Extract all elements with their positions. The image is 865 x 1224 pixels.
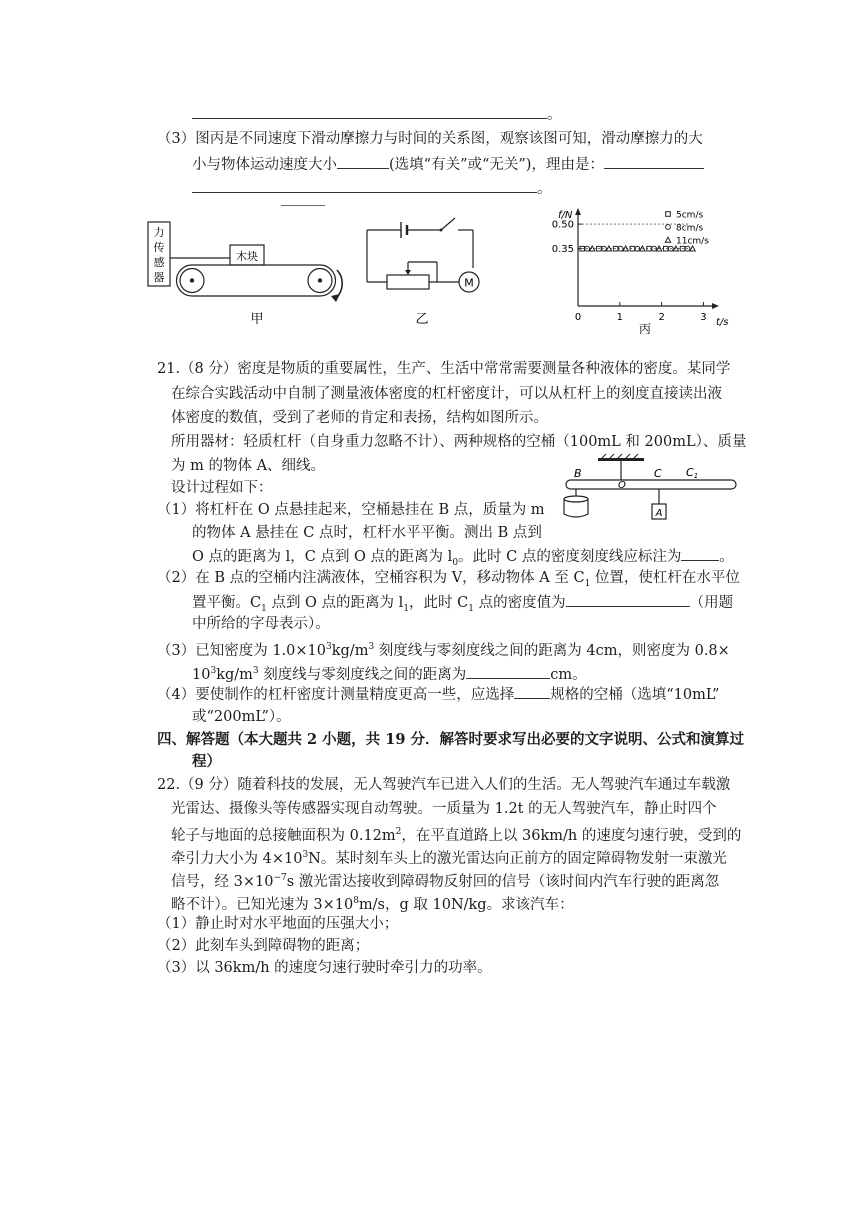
bucket-top xyxy=(564,496,588,502)
q20-line1-end: 。 xyxy=(547,107,562,123)
label-O: O xyxy=(618,480,626,491)
q21-line6: 设计过程如下： xyxy=(171,480,273,496)
q21-step2-text-g: （用题 xyxy=(689,595,734,611)
lever-bar xyxy=(566,480,736,489)
legend-label: 5cm/s xyxy=(676,210,704,221)
q22-line5-text-a: 信号，经 3×10 xyxy=(171,873,274,890)
q21-step4-text-a: （4）要使制作的杠杆密度计测量精度更高一些，应选择 xyxy=(157,687,515,703)
answer-blank[interactable] xyxy=(681,546,719,561)
hatch xyxy=(602,454,606,458)
rotation-arrowhead xyxy=(331,294,340,302)
q22-line5 xyxy=(171,868,719,892)
answer-blank[interactable] xyxy=(192,178,537,193)
data-point-triangle xyxy=(606,246,611,251)
q21-step3-text-f: 刻度线与零刻度线之间的距离为 xyxy=(258,666,467,683)
q21-step3-line2 xyxy=(192,661,587,685)
hatch xyxy=(618,454,622,458)
y-axis-arrow-icon xyxy=(575,208,581,215)
q21-step1-text-b: 。此时 C 点的密度刻度线应标注为 xyxy=(458,549,682,565)
q21-step2-text-d: 点到 O 点的距离为 l xyxy=(266,595,404,611)
q21-step2-text-a: （2）在 B 点的空桶内注满液体，空桶容积为 V，移动物体 A 至 C xyxy=(157,570,585,586)
switch-blade xyxy=(441,218,455,230)
label-C1: C1 xyxy=(686,466,699,480)
sensor-char-3: 感 xyxy=(153,256,165,269)
answer-blank[interactable] xyxy=(604,154,704,169)
q21-step4-text-b: 规格的空桶（选填“10mL” xyxy=(550,687,720,703)
superscript: 8 xyxy=(353,896,359,906)
legend-marker-square xyxy=(666,212,671,217)
label-C: C xyxy=(654,467,662,480)
x-axis-label: t/s xyxy=(716,317,729,328)
q20-part3-line3 xyxy=(192,178,552,199)
subscript: 1 xyxy=(261,603,267,614)
q21-step3-text-b: kg/m xyxy=(331,642,369,659)
figure-jia xyxy=(140,210,355,335)
y-tick-label: 0.50 xyxy=(551,219,574,231)
q21-step3-text-a: （3）已知密度为 1.0×10 xyxy=(157,642,326,659)
q22-line3 xyxy=(171,822,741,846)
legend-label: 8cm/s xyxy=(676,223,704,234)
q21-line2: 在综合实践活动中自制了测量液体密度的杠杆密度计，可以从杠杆上的刻度直接读出液 xyxy=(171,386,722,402)
q20-part3-line3-end: 。 xyxy=(537,181,552,197)
figure-jia-caption: 甲 xyxy=(250,312,264,327)
q21-step1-text-c: 。 xyxy=(719,549,734,565)
q21-step3-text-e: kg/m xyxy=(216,666,253,683)
q21-step3-line1 xyxy=(157,637,730,661)
q21-step2-text-c: 置平衡。C xyxy=(192,595,262,611)
q22-step2: （2）此刻车头到障碍物的距离； xyxy=(157,938,370,954)
q22-line6-text-b: m/s，g 取 10N/kg。求该汽车： xyxy=(358,896,574,913)
legend-label: 11cm/s xyxy=(676,236,709,247)
q21-line1: 21.（8 分）密度是物质的重要属性，生产、生活中常常需要测量各种液体的密度。某同学 xyxy=(157,361,731,377)
q21-step1-text-a: O 点的距离为 l，C 点到 O 点的距离为 l xyxy=(192,549,453,565)
rheostat xyxy=(387,275,429,289)
subscript: 1 xyxy=(468,603,474,614)
superscript: 2 xyxy=(395,827,402,837)
q21-line5: 为 m 的物体 A、细线。 xyxy=(171,458,326,474)
legend-marker-circle xyxy=(666,225,671,230)
q20-part3-text-a: 小与物体运动速度大小 xyxy=(192,157,337,173)
q21-line3: 体密度的数值，受到了老师的肯定和表扬，结构如图所示。 xyxy=(171,410,548,426)
q21-step2-line1 xyxy=(157,568,740,594)
superscript: 3 xyxy=(368,642,375,652)
answer-blank[interactable] xyxy=(466,664,550,679)
superscript: 3 xyxy=(326,642,332,652)
hatch xyxy=(626,454,630,458)
x-tick-label: 0 xyxy=(574,312,582,323)
superscript: 3 xyxy=(302,850,309,860)
answer-blank[interactable] xyxy=(514,684,550,699)
q21-line4: 所用器材：轻质杠杆（自身重力忽略不计）、两种规格的空桶（100mL 和 200mL）、质量 xyxy=(171,434,747,450)
y-tick-label: 0.35 xyxy=(551,244,574,256)
q21-step1-line2: 的物体 A 悬挂在 C 点时，杠杆水平平衡。测出 B 点到 xyxy=(192,525,542,541)
wood-block-label: 木块 xyxy=(236,250,258,263)
superscript: −7 xyxy=(273,873,287,883)
section4-heading-line2: 程） xyxy=(192,753,221,770)
sensor-char-1: 力 xyxy=(153,226,165,239)
q20-line1 xyxy=(192,104,562,125)
motor-label: M xyxy=(464,276,474,290)
q22-line6 xyxy=(171,891,574,915)
q21-step2-text-b: 位置，使杠杆在水平位 xyxy=(590,570,740,586)
answer-blank[interactable] xyxy=(337,154,389,169)
label-A: A xyxy=(655,508,663,519)
slider-arrow-icon xyxy=(405,270,411,275)
answer-blank[interactable] xyxy=(566,592,690,607)
x-axis-arrow-icon xyxy=(712,303,719,309)
hatch xyxy=(610,454,614,458)
q22-step3: （3）以 36km/h 的速度匀速行驶时牵引力的功率。 xyxy=(157,960,492,976)
x-tick-label: 2 xyxy=(658,312,665,323)
q20-part3-line2 xyxy=(192,154,704,175)
rotation-arrow-icon xyxy=(336,270,342,298)
q21-step2-text-e: ，此时 C xyxy=(409,595,469,611)
q21-step4-line2: 或“200mL”）。 xyxy=(192,709,291,725)
figure-lever xyxy=(558,454,740,524)
q21-step3-text-g: cm。 xyxy=(550,666,587,683)
q22-line3-text-a: 轮子与地面的总接触面积为 0.12m xyxy=(171,827,396,844)
q21-step3-text-d: 10 xyxy=(192,666,211,683)
answer-blank[interactable] xyxy=(192,104,547,119)
label-B: B xyxy=(574,467,582,480)
right-roller-axle xyxy=(318,278,322,282)
q22-line3-text-b: ，在平直道路上以 36km/h 的速度匀速行驶，受到的 xyxy=(401,827,742,844)
q22-line4-text-a: 牵引力大小为 4×10 xyxy=(171,850,303,867)
q22-line6-text-a: 略不计）。已知光速为 3×10 xyxy=(171,896,354,913)
superscript: 3 xyxy=(252,666,259,676)
figure-yi-caption: 乙 xyxy=(415,312,429,327)
subscript: 1 xyxy=(403,603,410,614)
x-tick-label: 1 xyxy=(616,312,624,323)
legend-marker-triangle xyxy=(665,237,670,242)
stray-line xyxy=(281,205,325,206)
data-point-triangle xyxy=(623,246,628,251)
figure-bing-chart xyxy=(548,203,738,338)
q21-step2-text-f: 点的密度值为 xyxy=(474,595,566,611)
q20-part3-text-b: (选填“有关”或“无关”)，理由是： xyxy=(389,157,604,173)
y-axis-label: f/N xyxy=(558,210,573,221)
q21-step2-line3: 中所给的字母表示）。 xyxy=(192,616,330,632)
data-point-triangle xyxy=(590,246,595,251)
x-tick-label: 3 xyxy=(700,312,707,323)
q22-line5-text-b: s 激光雷达接收到障碍物反射回的信号（该时间内汽车行驶的距离忽 xyxy=(286,873,720,890)
belt-right-end xyxy=(320,265,336,296)
q22-line1: 22.（9 分）随着科技的发展，无人驾驶汽车已进入人们的生活。无人驾驶汽车通过车载激 xyxy=(157,777,731,793)
superscript: 3 xyxy=(210,666,217,676)
sensor-char-2: 传 xyxy=(153,241,165,254)
q22-step1: （1）静止时对水平地面的压强大小； xyxy=(157,916,399,932)
section4-heading-line1: 四、解答题（本大题共 2 小题，共 19 分．解答时要求写出必要的文字说明、公式和演算过 xyxy=(157,731,744,748)
hatch xyxy=(634,454,638,458)
belt-left-end xyxy=(177,265,193,296)
q21-step1-line1: （1）将杠杆在 O 点悬挂起来，空桶悬挂在 B 点，质量为 m xyxy=(157,502,545,518)
q22-line4-text-b: N。某时刻车头上的激光雷达向正前方的固定障碍物发射一束激光 xyxy=(308,850,727,867)
support-ceiling xyxy=(598,458,644,461)
q20-part3-line1: （3）图丙是不同速度下滑动摩擦力与时间的关系图，观察该图可知，滑动摩擦力的大 xyxy=(157,131,703,147)
q21-step4-line1 xyxy=(157,684,719,705)
q21-step3-text-c: 刻度线与零刻度线之间的距离为 4cm，则密度为 0.8× xyxy=(374,642,730,659)
figure-bing-caption: 丙 xyxy=(638,322,652,336)
left-roller-axle xyxy=(190,278,194,282)
q22-line2: 光雷达、摄像头等传感器实现自动驾驶。一质量为 1.2t 的无人驾驶汽车，静止时四个 xyxy=(171,801,717,817)
subscript: 0 xyxy=(452,557,459,568)
sensor-char-4: 器 xyxy=(153,271,165,284)
subscript: 1 xyxy=(584,578,591,589)
data-point-triangle xyxy=(690,246,695,251)
q22-line4 xyxy=(171,845,727,869)
figure-yi xyxy=(355,210,490,335)
